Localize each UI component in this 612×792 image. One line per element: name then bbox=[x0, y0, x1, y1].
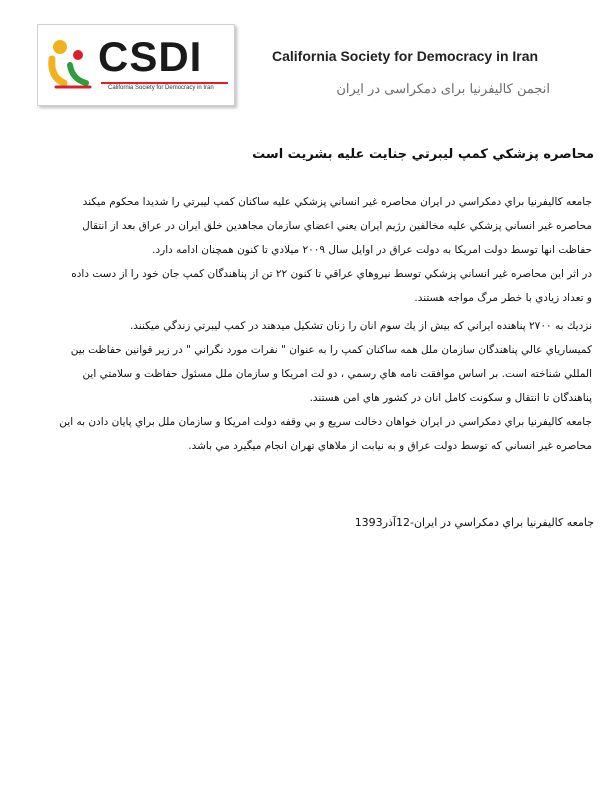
paragraph-4 bbox=[10, 338, 592, 410]
paragraph-line: كميسارياي عالي پناهندگان سازمان ملل همه ساكنان كمپ را به عنوان " نفرات مورد نگراني " در زير قوانين حفاظت بين bbox=[70, 344, 592, 356]
logo-text: CSDI bbox=[98, 33, 203, 80]
logo-underline bbox=[101, 82, 228, 84]
org-name-english: California Society for Democracy in Iran bbox=[272, 48, 539, 64]
document-title: محاصره پزشکي كمپ ليبرتي جنايت عليه بشريت است bbox=[252, 147, 594, 162]
paragraph-line: المللي شناخته است. بر اساس موافقت نامه هاي رسمي ، دو لت امريكا و سازمان ملل مسئول حفاظت و سلامتي اين bbox=[82, 368, 592, 380]
logo-subtitle: California Society for Democracy in Iran bbox=[108, 85, 214, 91]
paragraph-line: پناهندگان تا انتقال و سكونت كامل انان در كشور هاي امن هستند. bbox=[309, 392, 592, 404]
paragraph-1 bbox=[10, 190, 592, 262]
csdi-logo bbox=[37, 24, 235, 106]
paragraph-5 bbox=[10, 410, 592, 458]
paragraph-line: در اثر اين محاصره غير انساني پزشكي توسط نيروهاي عراقي تا كنون ۲۲ تن از پناهندگان كمپ جان خود را از دست داده bbox=[71, 268, 592, 280]
paragraph-line: حفاظت انها توسط دولت امريكا به دولت عراق در اوايل سال ۲۰۰۹ ميلادي تا كنون همچنان ادامه دارد. bbox=[152, 244, 592, 256]
paragraph-line: محاصره غير انساني پزشكي عليه مخالفين رژيم ايران يعني اعضاي سازمان مجاهدين خلق ايران در عراق بعد از انتقال bbox=[82, 220, 592, 232]
paragraph-line: جامعه كاليفرنيا براي دمكراسي در ايران خواهان دخالت سريع و بي وقفه دولت امريكا و سازمان ملل براي پايان دادن به اين bbox=[59, 416, 592, 428]
paragraph-line: نزديك به ۲۷۰۰ پناهنده ايراني كه بيش از يك سوم انان را زنان تشكيل ميدهند در كمپ ليبرتي زندگي ميكنند. bbox=[129, 320, 592, 332]
paragraph-line: و تعداد زيادي با خطر مرگ مواجه هستند. bbox=[414, 292, 592, 304]
paragraph-line: جامعه كاليفرنيا براي دمكراسي در ايران محاصره غير انساني پزشكي عليه ساكنان كمپ ليبرتي را شديدا محكوم ميكند bbox=[82, 196, 592, 208]
paragraph-line: محاصره غير انساني كه توسط دولت عراق و به نيابت از ملاهاي تهران انجام ميگيرد مي باشد. bbox=[188, 440, 592, 452]
csdi-emblem-icon bbox=[46, 33, 94, 93]
paragraph-2 bbox=[10, 262, 592, 310]
org-name-farsi: انجمن کالیفرنیا برای دمکراسی در ایران bbox=[336, 82, 550, 97]
signature-line: جامعه كاليفرنيا براي دمكراسي در ايران-12آذر1393 bbox=[354, 516, 594, 529]
document-body bbox=[10, 190, 592, 458]
paragraph-3 bbox=[10, 314, 592, 338]
